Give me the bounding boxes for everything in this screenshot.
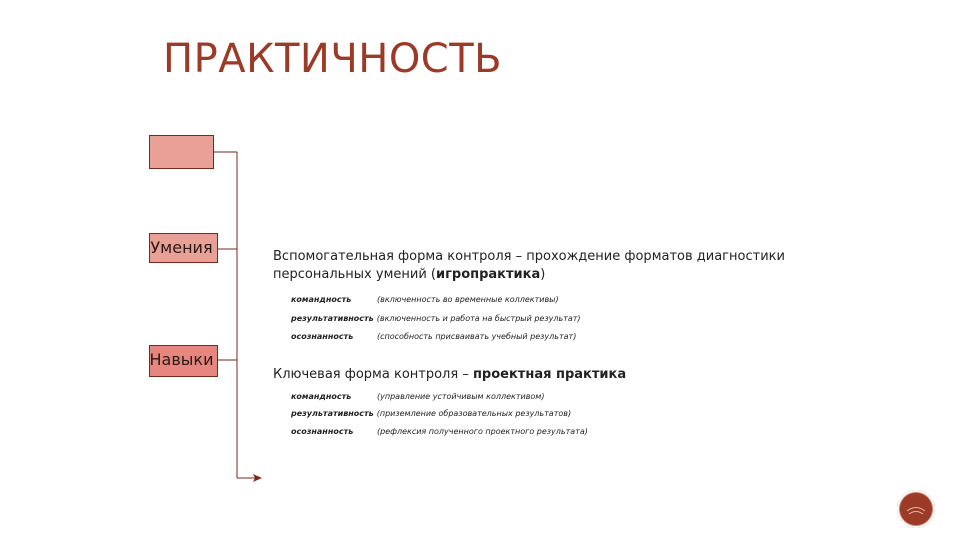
section1-line1: Вспомогательная форма контроля – прохождение форматов диагностики (273, 249, 785, 264)
section1-item: осознанность (способность присваивать учебный результат) (291, 332, 577, 341)
section2-item: командность (управление устойчивым коллективом) (291, 392, 545, 401)
page-title: ПРАКТИЧНОСТЬ (163, 36, 503, 82)
section-auxiliary-control (273, 248, 785, 284)
diagram-box-umenia: Умения (149, 233, 218, 263)
section2-line1: Ключевая форма контроля – проектная практика (273, 367, 627, 382)
section-key-control (273, 366, 626, 384)
section1-item: результативность (включенность и работа на быстрый результат) (291, 314, 581, 323)
section1-line2: персональных умений (игропрактика) (273, 267, 546, 282)
section1-item: командность (включенность во временные коллективы) (291, 295, 559, 304)
decorative-circle-icon (897, 490, 935, 528)
section2-item: результативность (приземление образовательных результатов) (291, 409, 572, 418)
section2-item: осознанность (рефлексия полученного проектного результата) (291, 427, 588, 436)
diagram-box-top (149, 135, 214, 169)
diagram-box-navyki: Навыки (149, 345, 218, 377)
